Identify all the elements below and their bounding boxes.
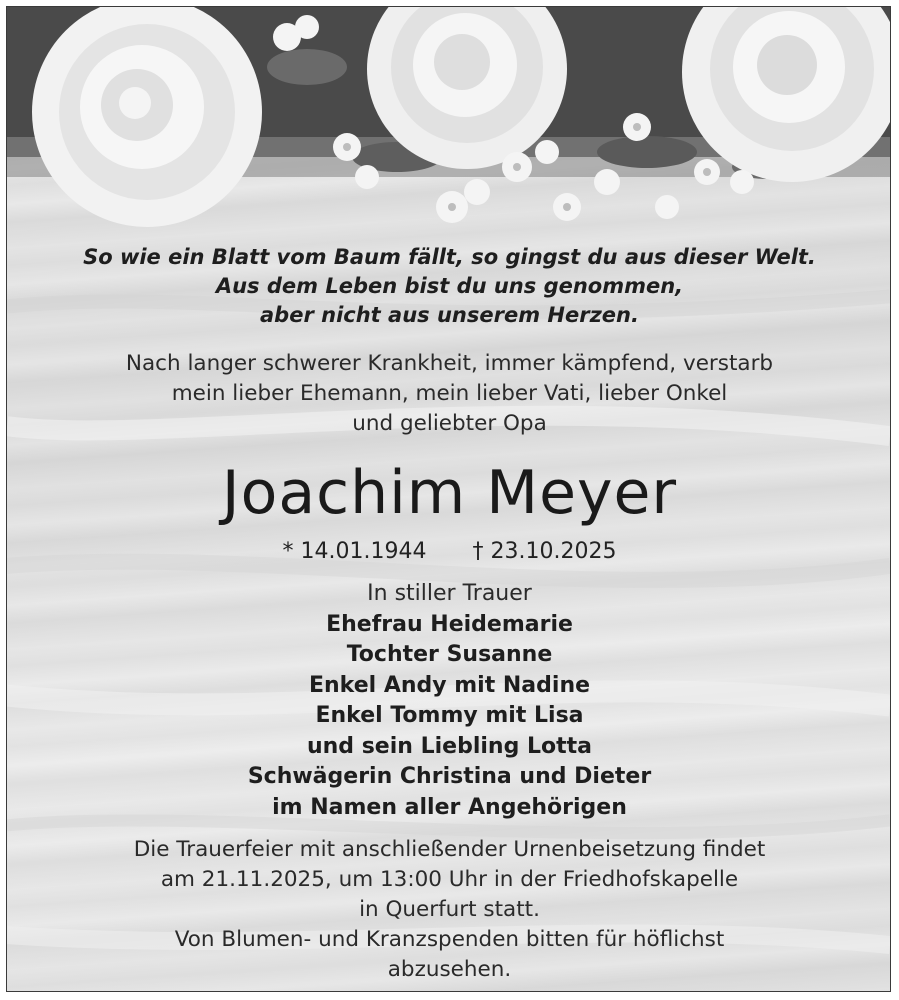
mourner-name: Tochter Susanne <box>346 642 553 667</box>
info-line: in Querfurt statt. <box>359 897 540 922</box>
quote-line: Aus dem Leben bist du uns genommen, <box>215 274 684 298</box>
info-line: am 21.11.2025, um 13:00 Uhr in der Friedhofskapelle <box>160 867 739 892</box>
intro-line: mein lieber Ehemann, mein lieber Vati, lieber Onkel <box>171 381 728 406</box>
obituary-card <box>6 6 891 992</box>
death-date: † 23.10.2025 <box>472 539 617 564</box>
info-line: Die Trauerfeier mit anschließender Urnenbeisetzung findet <box>133 837 766 862</box>
mourner-name: Schwägerin Christina und Dieter <box>247 764 652 789</box>
quote-line: aber nicht aus unserem Herzen. <box>260 303 639 327</box>
roses-photo <box>7 7 891 247</box>
mourner-name: Enkel Andy mit Nadine <box>308 672 591 698</box>
mourner-name: im Namen aller Angehörigen <box>272 794 627 820</box>
memorial-quote <box>7 243 891 330</box>
mourners-list <box>7 579 891 823</box>
quote-line: So wie ein Blatt vom Baum fällt, so gingst du aus dieser Welt. <box>83 245 816 269</box>
life-dates <box>7 537 891 567</box>
info-line: abzusehen. <box>387 957 512 982</box>
mourner-name: und sein Liebling Lotta <box>306 733 592 759</box>
mourning-lead: In stiller Trauer <box>367 581 532 606</box>
birth-date: * 14.01.1944 <box>282 539 427 564</box>
mourner-name: Enkel Tommy mit Lisa <box>315 703 584 728</box>
intro-line: und geliebter Opa <box>352 411 547 436</box>
death-announcement <box>7 349 891 439</box>
info-line: Von Blumen- und Kranzspenden bitten für höflichst <box>174 927 725 952</box>
mourner-name: Ehefrau Heidemarie <box>326 611 573 637</box>
funeral-info <box>7 835 891 985</box>
intro-line: Nach langer schwerer Krankheit, immer kämpfend, verstarb <box>125 351 774 376</box>
deceased-name: Joachim Meyer <box>221 458 678 528</box>
